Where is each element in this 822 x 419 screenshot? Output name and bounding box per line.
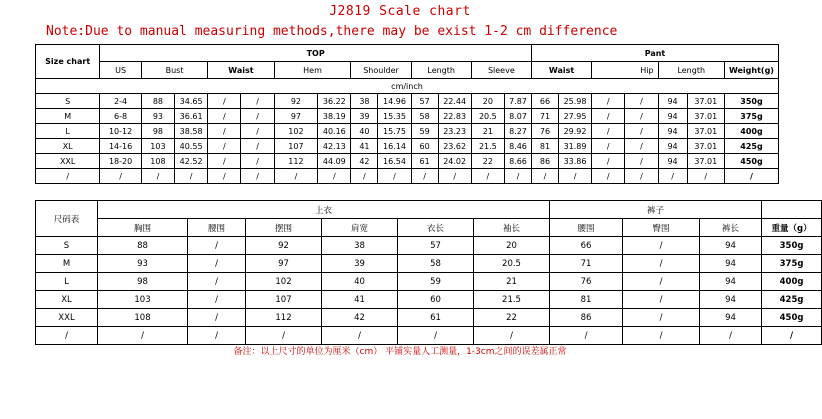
table-cell: XXL [36, 309, 98, 327]
table-row [36, 139, 779, 154]
table-cell: / [438, 169, 471, 184]
table-cell: / [592, 169, 625, 184]
table-cell: / [623, 255, 700, 273]
footer-note: 备注：以上尺寸的单位为厘米（cm） 平铺实量人工测量，1-3cm之间的误差属正常 [233, 347, 567, 357]
cn-header-sleeve: 袖长 [474, 219, 550, 237]
table-cell: 25.98 [558, 94, 591, 109]
table-cell: / [658, 169, 687, 184]
table-cell: 42 [351, 154, 378, 169]
table-cell: 450g [724, 154, 778, 169]
table-cell: / [241, 169, 274, 184]
table-cell: 39 [322, 255, 398, 273]
table-cell: 20 [474, 237, 550, 255]
table-cell: / [623, 327, 700, 345]
table-cell: 14-16 [100, 139, 142, 154]
table-cell: 22 [471, 154, 504, 169]
table-cell: 20.5 [471, 109, 504, 124]
table-cell: / [208, 139, 241, 154]
table-cell: XL [36, 291, 98, 309]
measurement-note: Note:Due to manual measuring methods,there may be exist 1-2 cm difference [46, 24, 618, 39]
cn-empty-cell [762, 201, 822, 219]
table-cell: 60 [398, 291, 474, 309]
table-cell: / [175, 169, 208, 184]
table-cell: S [36, 94, 100, 109]
table-cell: 8.46 [504, 139, 531, 154]
table-cell: / [188, 237, 246, 255]
table-cell: 37.01 [687, 139, 724, 154]
table-cell: 37.01 [687, 109, 724, 124]
table-cell: 94 [700, 291, 762, 309]
table-cell: 98 [141, 124, 174, 139]
table-cell: 38 [351, 94, 378, 109]
table-cell: 66 [531, 94, 558, 109]
table-cell: 36.22 [318, 94, 351, 109]
table-row [36, 154, 779, 169]
table-cell: / [471, 169, 504, 184]
table-cell: / [208, 94, 241, 109]
table-cell: 76 [531, 124, 558, 139]
table-cell: 425g [724, 139, 778, 154]
table-cell: / [241, 124, 274, 139]
table-cell: / [724, 169, 778, 184]
table-cell: 24.02 [438, 154, 471, 169]
table-cell: / [208, 124, 241, 139]
table-cell: / [592, 139, 625, 154]
table-cell: 57 [398, 237, 474, 255]
table-cell: 37.01 [687, 94, 724, 109]
cn-header-pant-waist: 腰围 [550, 219, 623, 237]
table-row [36, 273, 822, 291]
table-cell: / [246, 327, 322, 345]
table-cell: / [188, 327, 246, 345]
table-cell: 37.01 [687, 154, 724, 169]
table-cell: 44.09 [318, 154, 351, 169]
table-cell: 92 [246, 237, 322, 255]
table-cell: 107 [246, 291, 322, 309]
table-cell: 98 [98, 273, 188, 291]
table-cell: 94 [700, 273, 762, 291]
table-cell: / [208, 169, 241, 184]
cn-header-size: 尺码表 [36, 201, 98, 237]
group-top: TOP [100, 45, 532, 62]
table-cell: / [625, 124, 658, 139]
header-sleeve: Sleeve [471, 62, 531, 79]
table-cell: / [623, 273, 700, 291]
table-cell: 16.14 [378, 139, 411, 154]
table-cell: 88 [141, 94, 174, 109]
header-us: US [100, 62, 142, 79]
table-cell: M [36, 255, 98, 273]
table-cell: 108 [98, 309, 188, 327]
table-cell: 107 [274, 139, 318, 154]
table-cell: 38 [322, 237, 398, 255]
table-cell: 42 [322, 309, 398, 327]
header-weight: Weight(g) [724, 62, 778, 79]
table-cell: / [592, 124, 625, 139]
header-shoulder: Shoulder [351, 62, 411, 79]
table-cell: 112 [274, 154, 318, 169]
table-cell: S [36, 237, 98, 255]
table-cell: 41 [351, 139, 378, 154]
table-cell: / [592, 109, 625, 124]
table-cell: / [625, 139, 658, 154]
table-row [36, 94, 779, 109]
table-cell: / [241, 94, 274, 109]
table-cell: 22 [474, 309, 550, 327]
table-cell: / [550, 327, 623, 345]
unit-label: cm/inch [36, 79, 779, 94]
table-cell: 40.55 [175, 139, 208, 154]
table-cell: 59 [411, 124, 438, 139]
table-cell: 20.5 [474, 255, 550, 273]
table-cell: / [625, 169, 658, 184]
table-cell: / [411, 169, 438, 184]
table-cell: / [36, 169, 100, 184]
table-cell: / [623, 237, 700, 255]
table-row [36, 124, 779, 139]
table-cell: 22.44 [438, 94, 471, 109]
table-cell: / [623, 291, 700, 309]
table-cell: 102 [274, 124, 318, 139]
table-cell: 81 [531, 139, 558, 154]
table-cell: / [700, 327, 762, 345]
table-cell: 7.87 [504, 94, 531, 109]
table-cell: / [625, 154, 658, 169]
table-cell: / [625, 94, 658, 109]
table-cell: / [398, 327, 474, 345]
table-cell: 60 [411, 139, 438, 154]
table-cell: 350g [724, 94, 778, 109]
english-size-table [35, 44, 779, 184]
table-cell: 34.65 [175, 94, 208, 109]
table-cell: / [558, 169, 591, 184]
table-cell: / [188, 273, 246, 291]
table-row [36, 237, 822, 255]
cn-header-hip: 臀围 [623, 219, 700, 237]
table-cell: 93 [98, 255, 188, 273]
cn-header-waist: 腰围 [188, 219, 246, 237]
table-cell: L [36, 273, 98, 291]
table-cell: 27.95 [558, 109, 591, 124]
table-cell: / [241, 109, 274, 124]
table-cell: 58 [411, 109, 438, 124]
cn-header-pant-length: 裤长 [700, 219, 762, 237]
table-cell: / [208, 109, 241, 124]
table-cell: 400g [762, 273, 822, 291]
table-cell: 14.96 [378, 94, 411, 109]
table-cell: 86 [550, 309, 623, 327]
table-cell: / [188, 309, 246, 327]
table-cell: 21 [471, 124, 504, 139]
cn-header-length: 衣长 [398, 219, 474, 237]
cn-header-hem: 摆围 [246, 219, 322, 237]
table-cell: 94 [658, 154, 687, 169]
table-row [36, 309, 822, 327]
table-cell: / [188, 291, 246, 309]
table-cell: 2-4 [100, 94, 142, 109]
chinese-size-table [35, 200, 822, 345]
table-cell: L [36, 124, 100, 139]
table-cell: / [241, 139, 274, 154]
table-cell: 6-8 [100, 109, 142, 124]
table-cell: / [592, 94, 625, 109]
table-row [36, 327, 822, 345]
header-size-chart: Size chart [36, 45, 100, 79]
table-cell: / [687, 169, 724, 184]
table-row [36, 291, 822, 309]
table-cell: 94 [658, 109, 687, 124]
table-cell: / [208, 154, 241, 169]
table-cell: 18-20 [100, 154, 142, 169]
table-cell: 21.5 [471, 139, 504, 154]
table-cell: 31.89 [558, 139, 591, 154]
table-row [36, 169, 779, 184]
header-waist: Waist [208, 62, 274, 79]
table-cell: 21 [474, 273, 550, 291]
table-cell: 36.61 [175, 109, 208, 124]
group-pant: Pant [531, 45, 778, 62]
table-cell: / [274, 169, 318, 184]
table-cell: 58 [398, 255, 474, 273]
table-cell: 92 [274, 94, 318, 109]
table-cell: / [623, 309, 700, 327]
table-cell: / [188, 255, 246, 273]
table-cell: 450g [762, 309, 822, 327]
cn-header-shoulder: 肩宽 [322, 219, 398, 237]
table-cell: 375g [762, 255, 822, 273]
table-cell: / [141, 169, 174, 184]
table-cell: 38.58 [175, 124, 208, 139]
table-cell: 102 [246, 273, 322, 291]
table-cell: 103 [141, 139, 174, 154]
table-cell: / [474, 327, 550, 345]
chart-title: J2819 Scale chart [329, 4, 471, 19]
table-cell: 10-12 [100, 124, 142, 139]
table-cell: 59 [398, 273, 474, 291]
table-cell: 21.5 [474, 291, 550, 309]
table-cell: / [762, 327, 822, 345]
table-cell: 94 [658, 139, 687, 154]
table-cell: 40.16 [318, 124, 351, 139]
table-cell: 37.01 [687, 124, 724, 139]
table-cell: 41 [322, 291, 398, 309]
table-cell: 22.83 [438, 109, 471, 124]
table-cell: / [592, 154, 625, 169]
header-pant-waist: Waist [531, 62, 591, 79]
table-cell: 40 [322, 273, 398, 291]
table-cell: 15.75 [378, 124, 411, 139]
cn-header-bust: 胸围 [98, 219, 188, 237]
table-cell: / [531, 169, 558, 184]
table-cell: 425g [762, 291, 822, 309]
cn-header-weight: 重量（g） [762, 219, 822, 237]
table-cell: 61 [398, 309, 474, 327]
header-hem: Hem [274, 62, 351, 79]
table-cell: 112 [246, 309, 322, 327]
table-cell: 20 [471, 94, 504, 109]
table-cell: / [351, 169, 378, 184]
table-cell: / [100, 169, 142, 184]
table-cell: 8.66 [504, 154, 531, 169]
table-cell: 88 [98, 237, 188, 255]
table-cell: 350g [762, 237, 822, 255]
table-cell: 40 [351, 124, 378, 139]
header-length: Length [411, 62, 471, 79]
header-pant-length: Length [658, 62, 724, 79]
table-cell: / [98, 327, 188, 345]
table-cell: 97 [274, 109, 318, 124]
table-cell: 94 [700, 237, 762, 255]
header-bust: Bust [141, 62, 207, 79]
table-cell: 16.54 [378, 154, 411, 169]
table-cell: 76 [550, 273, 623, 291]
table-cell: / [322, 327, 398, 345]
table-cell: 8.27 [504, 124, 531, 139]
table-cell: / [378, 169, 411, 184]
table-cell: 71 [550, 255, 623, 273]
table-cell: / [241, 154, 274, 169]
table-cell: 71 [531, 109, 558, 124]
table-cell: M [36, 109, 100, 124]
table-cell: 94 [658, 94, 687, 109]
table-cell: 81 [550, 291, 623, 309]
table-cell: 23.23 [438, 124, 471, 139]
table-row [36, 109, 779, 124]
header-hip: Hip [592, 62, 658, 79]
table-cell: 94 [658, 124, 687, 139]
cn-group-pant: 裤子 [550, 201, 762, 219]
table-cell: 8.07 [504, 109, 531, 124]
table-cell: 57 [411, 94, 438, 109]
table-cell: 29.92 [558, 124, 591, 139]
table-cell: 375g [724, 109, 778, 124]
table-cell: / [504, 169, 531, 184]
table-cell: 38.19 [318, 109, 351, 124]
table-cell: 23.62 [438, 139, 471, 154]
table-cell: 39 [351, 109, 378, 124]
table-cell: 66 [550, 237, 623, 255]
table-cell: 103 [98, 291, 188, 309]
table-cell: 97 [246, 255, 322, 273]
table-cell: / [36, 327, 98, 345]
table-cell: XL [36, 139, 100, 154]
table-cell: 42.52 [175, 154, 208, 169]
table-cell: 42.13 [318, 139, 351, 154]
table-cell: 400g [724, 124, 778, 139]
table-row [36, 255, 822, 273]
table-cell: 33.86 [558, 154, 591, 169]
table-cell: 94 [700, 309, 762, 327]
table-cell: 15.35 [378, 109, 411, 124]
cn-group-top: 上衣 [98, 201, 550, 219]
table-cell: XXL [36, 154, 100, 169]
table-cell: 93 [141, 109, 174, 124]
table-cell: / [318, 169, 351, 184]
table-cell: / [625, 109, 658, 124]
table-cell: 94 [700, 255, 762, 273]
table-cell: 61 [411, 154, 438, 169]
table-cell: 108 [141, 154, 174, 169]
table-cell: 86 [531, 154, 558, 169]
